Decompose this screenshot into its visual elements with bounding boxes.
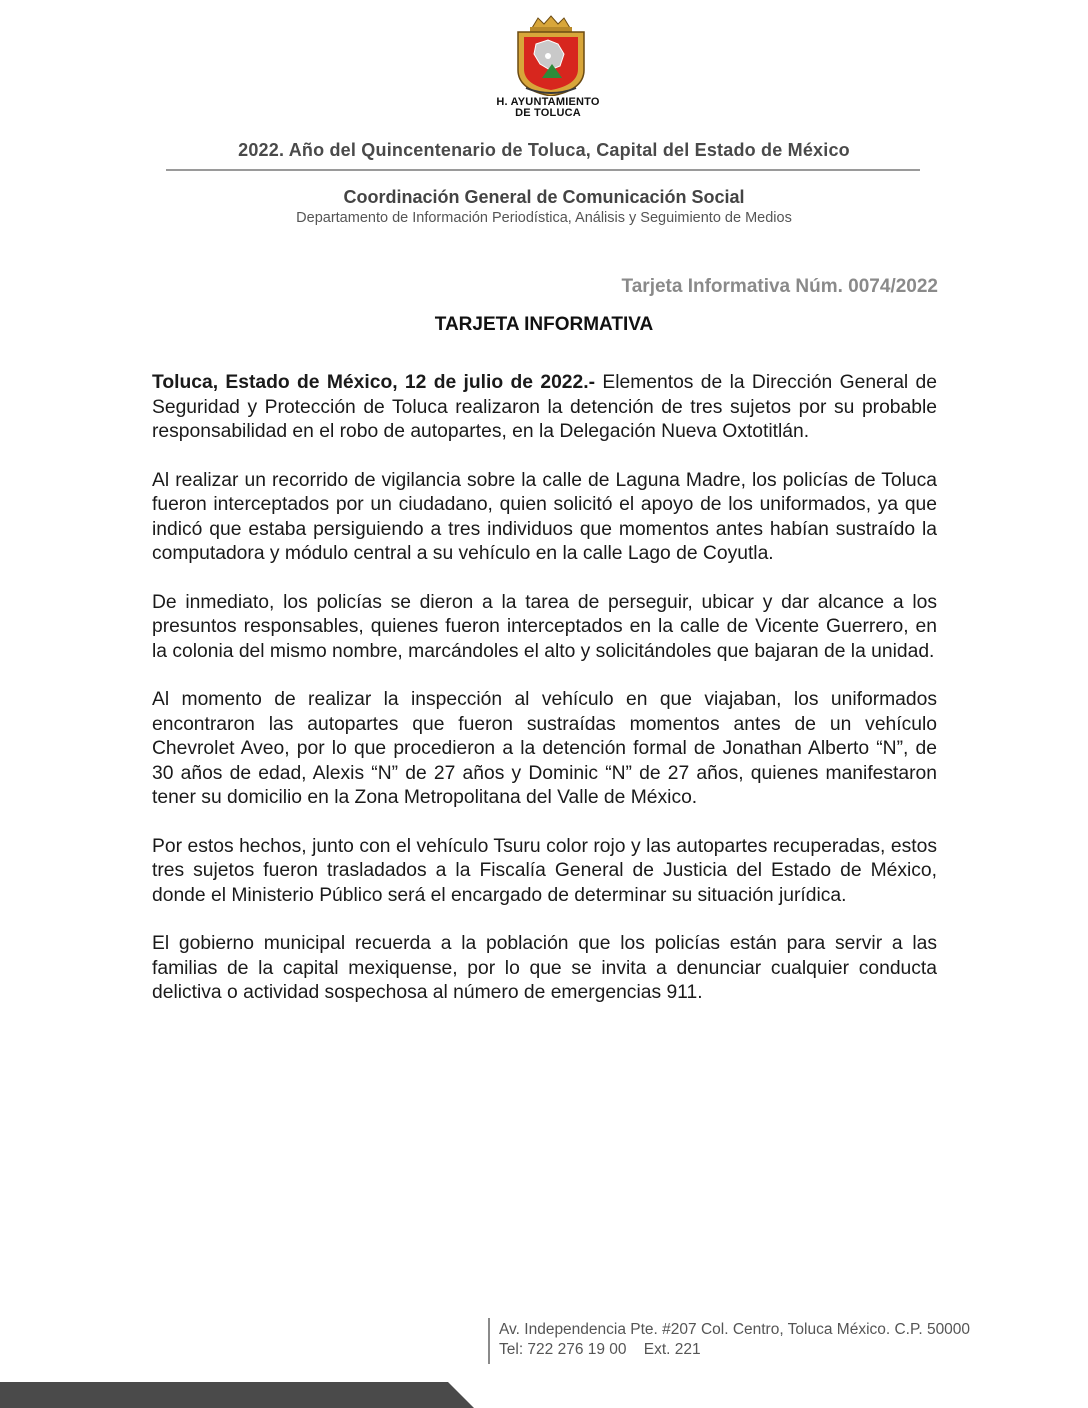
paragraph-1-text: Elementos de la Dirección General de Seguridad y Protección de Toluca realizaron la detención de tres sujetos por su probable responsabilidad en el robo de autopartes, en la Delegación Nueva Oxtotitlán. [152,372,937,442]
paragraph-4: Al momento de realizar la inspección al vehículo en que viajaban, los uniformados encontraron las autopartes que fueron sustraídas momentos antes de un vehículo Chevrolet Aveo, por lo que procedieron a la detención formal de Jonathan Alberto “N”, de 30 años de edad, Alexis “N” de 27 años y Dominic “N” de 27 años, quienes manifestaron tener su domicilio en la Zona Metropolitana del Valle de México. [152,689,937,808]
document-body [152,371,937,1006]
bottom-decorative-band [0,1382,480,1408]
footer-divider [488,1318,490,1364]
header-divider [166,169,920,171]
paragraph-3: De inmediato, los policías se dieron a la tarea de perseguir, ubicar y dar alcance a los presuntos responsables, quienes fueron interceptados en la calle de Vicente Guerrero, en la colonia del mismo nombre, marcándoles el alto y solicitándoles que bajaran de la unidad. [152,591,937,662]
paragraph-1 [152,371,937,445]
card-number: Tarjeta Informativa Núm. 0074/2022 [621,276,938,297]
dateline: Toluca, Estado de México, 12 de julio de 2022.- [152,372,596,393]
paragraph-6: El gobierno municipal recuerda a la población que los policías están para servir a las familias de la capital mexiquense, por lo que se invita a denunciar cualquier conducta delictiva o actividad sospechosa al número de emergencias 911. [152,933,937,1003]
year-motto: 2022. Año del Quincentenario de Toluca, Capital del Estado de México [238,140,850,160]
department-subtitle: Departamento de Información Periodística, Análisis y Seguimiento de Medios [296,210,792,226]
footer-address: Av. Independencia Pte. #207 Col. Centro, Toluca México. C.P. 50000 [499,1321,971,1338]
footer-phone: Tel: 722 276 19 00 Ext. 221 [499,1341,701,1358]
paragraph-2: Al realizar un recorrido de vigilancia sobre la calle de Laguna Madre, los policías de Toluca fueron interceptados por un ciudadano, quien solicitó el apoyo de los uniformados, ya que indicó que estaba persiguiendo a tres individuos que momentos antes habían sustraído la computadora y módulo central a su vehículo en la calle Lago de Coyutla. [152,469,937,564]
logo-text-line1: H. AYUNTAMIENTO [496,96,600,108]
paragraph-5: Por estos hechos, junto con el vehículo Tsuru color rojo y las autopartes recuperadas, estos tres sujetos fueron trasladados a la Fiscalía General de Justicia del Estado de México, donde el Ministerio Público será el encargado de determinar su situación jurídica. [152,835,937,906]
coordination-title: Coordinación General de Comunicación Social [343,187,745,207]
document-title: TARJETA INFORMATIVA [434,314,654,335]
logo-text-line2: DE TOLUCA [515,107,581,119]
